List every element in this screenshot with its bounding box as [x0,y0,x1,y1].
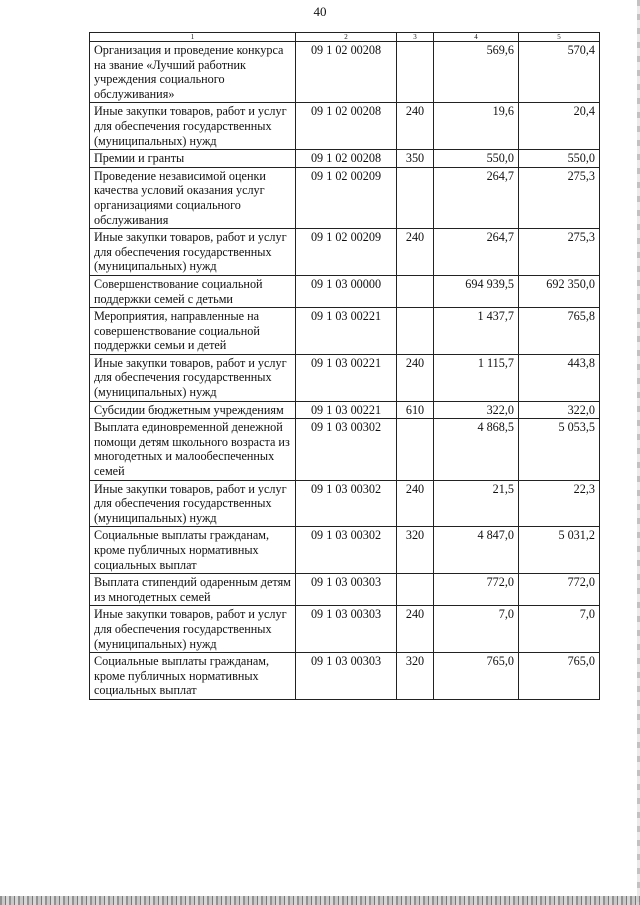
row-code-cell: 09 1 03 00221 [296,354,397,401]
row-type-cell [397,167,434,228]
row-value-1-cell: 569,6 [434,42,519,103]
row-name-cell: Проведение независимой оценки качества условий оказания услуг организациями социального обслуживания [90,167,296,228]
row-type-cell [397,42,434,103]
row-value-1-cell: 772,0 [434,574,519,606]
table-row [90,527,600,574]
table-row [90,354,600,401]
table-row [90,103,600,150]
row-name-cell: Иные закупки товаров, работ и услуг для обеспечения государственных (муниципальных) нужд [90,480,296,527]
column-number: 5 [519,33,600,42]
row-code-cell: 09 1 02 00208 [296,42,397,103]
row-type-cell: 240 [397,480,434,527]
row-value-2-cell: 22,3 [519,480,600,527]
row-name-cell: Социальные выплаты гражданам, кроме публичных нормативных социальных выплат [90,653,296,700]
column-number-row [90,33,600,42]
row-type-cell: 610 [397,401,434,419]
row-code-cell: 09 1 03 00221 [296,401,397,419]
row-code-cell: 09 1 03 00302 [296,419,397,480]
row-value-1-cell: 7,0 [434,606,519,653]
row-value-1-cell: 264,7 [434,167,519,228]
row-value-2-cell: 5 053,5 [519,419,600,480]
row-value-2-cell: 322,0 [519,401,600,419]
row-value-2-cell: 570,4 [519,42,600,103]
row-type-cell: 240 [397,103,434,150]
row-name-cell: Выплата стипендий одаренным детям из многодетных семей [90,574,296,606]
row-value-2-cell: 765,8 [519,308,600,355]
column-number: 4 [434,33,519,42]
row-type-cell [397,275,434,307]
row-value-1-cell: 694 939,5 [434,275,519,307]
row-type-cell: 240 [397,354,434,401]
row-value-2-cell: 20,4 [519,103,600,150]
row-value-1-cell: 1 437,7 [434,308,519,355]
budget-table [89,32,600,700]
row-value-2-cell: 275,3 [519,229,600,276]
table-row [90,308,600,355]
row-code-cell: 09 1 02 00208 [296,150,397,168]
row-value-1-cell: 765,0 [434,653,519,700]
row-code-cell: 09 1 02 00209 [296,167,397,228]
row-value-1-cell: 19,6 [434,103,519,150]
table-row [90,150,600,168]
row-value-2-cell: 765,0 [519,653,600,700]
row-name-cell: Субсидии бюджетным учреждениям [90,401,296,419]
table-row [90,167,600,228]
row-code-cell: 09 1 02 00209 [296,229,397,276]
column-number: 1 [90,33,296,42]
table-row [90,419,600,480]
row-value-2-cell: 772,0 [519,574,600,606]
scan-edge-bottom [0,896,640,905]
row-value-1-cell: 264,7 [434,229,519,276]
row-value-2-cell: 443,8 [519,354,600,401]
row-name-cell: Мероприятия, направленные на совершенствование социальной поддержки семьи и детей [90,308,296,355]
row-type-cell: 240 [397,606,434,653]
row-code-cell: 09 1 03 00302 [296,527,397,574]
row-type-cell [397,308,434,355]
row-type-cell: 320 [397,653,434,700]
row-name-cell: Иные закупки товаров, работ и услуг для обеспечения государственных (муниципальных) нужд [90,354,296,401]
row-value-2-cell: 7,0 [519,606,600,653]
table-row [90,653,600,700]
row-type-cell: 240 [397,229,434,276]
row-code-cell: 09 1 03 00000 [296,275,397,307]
table-row [90,606,600,653]
row-value-2-cell: 275,3 [519,167,600,228]
row-value-1-cell: 322,0 [434,401,519,419]
row-type-cell: 350 [397,150,434,168]
row-name-cell: Премии и гранты [90,150,296,168]
row-value-2-cell: 692 350,0 [519,275,600,307]
row-type-cell [397,419,434,480]
table-row [90,42,600,103]
table-row [90,275,600,307]
row-type-cell [397,574,434,606]
row-name-cell: Совершенствование социальной поддержки семей с детьми [90,275,296,307]
row-type-cell: 320 [397,527,434,574]
row-code-cell: 09 1 03 00221 [296,308,397,355]
row-value-1-cell: 4 868,5 [434,419,519,480]
row-value-1-cell: 550,0 [434,150,519,168]
row-name-cell: Иные закупки товаров, работ и услуг для обеспечения государственных (муниципальных) нужд [90,229,296,276]
table-row [90,574,600,606]
row-value-1-cell: 21,5 [434,480,519,527]
row-code-cell: 09 1 03 00303 [296,653,397,700]
row-code-cell: 09 1 03 00303 [296,606,397,653]
row-value-1-cell: 4 847,0 [434,527,519,574]
table-row [90,480,600,527]
page-number: 40 [313,4,327,19]
row-code-cell: 09 1 02 00208 [296,103,397,150]
table-row [90,229,600,276]
row-value-2-cell: 5 031,2 [519,527,600,574]
row-name-cell: Иные закупки товаров, работ и услуг для обеспечения государственных (муниципальных) нужд [90,606,296,653]
row-name-cell: Социальные выплаты гражданам, кроме публичных нормативных социальных выплат [90,527,296,574]
row-name-cell: Иные закупки товаров, работ и услуг для обеспечения государственных (муниципальных) нужд [90,103,296,150]
table-row [90,401,600,419]
row-name-cell: Организация и проведение конкурса на звание «Лучший работник учреждения социального обслуживания» [90,42,296,103]
row-value-2-cell: 550,0 [519,150,600,168]
row-name-cell: Выплата единовременной денежной помощи детям школьного возраста из многодетных и малообеспеченных семей [90,419,296,480]
row-code-cell: 09 1 03 00302 [296,480,397,527]
row-code-cell: 09 1 03 00303 [296,574,397,606]
row-value-1-cell: 1 115,7 [434,354,519,401]
column-number: 3 [397,33,434,42]
column-number: 2 [296,33,397,42]
